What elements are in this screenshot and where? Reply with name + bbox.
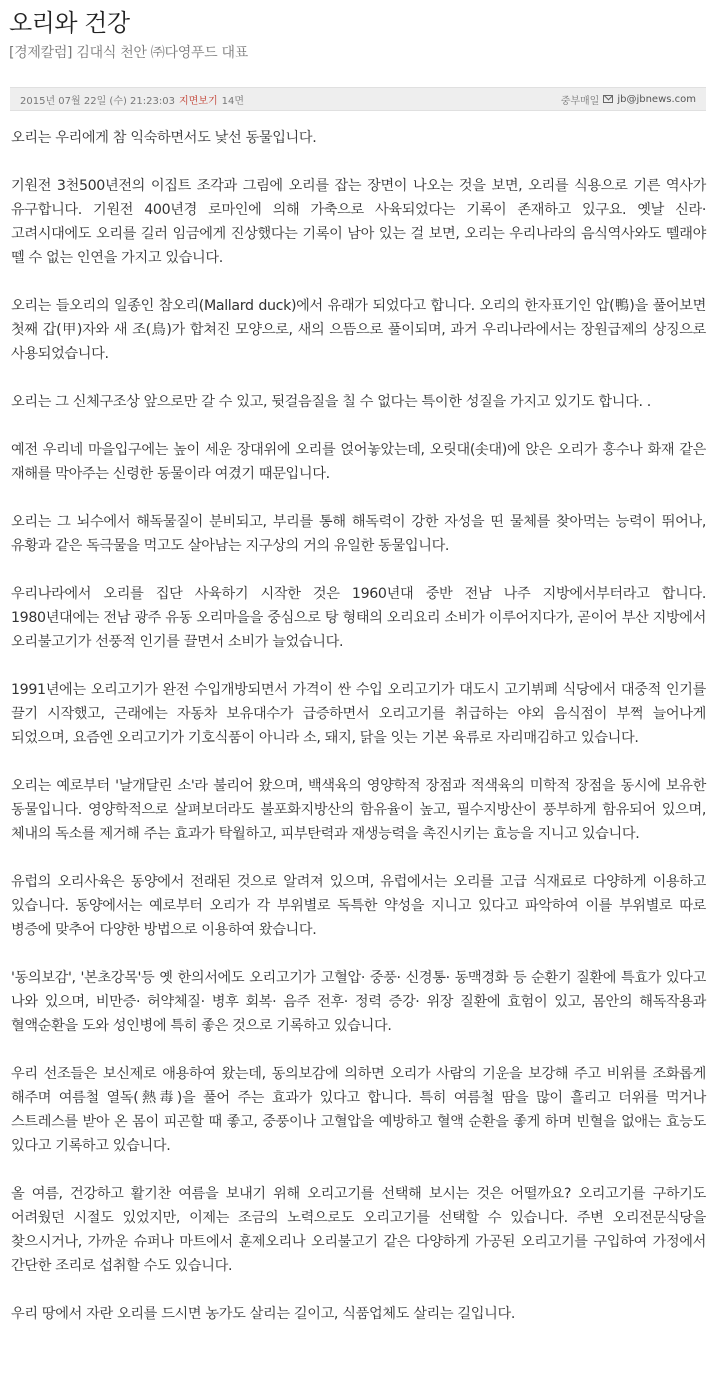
paragraph: 오리는 예로부터 '날개달린 소'라 불리어 왔으며, 백색육의 영양학적 장점과 적색육의 미학적 장점을 동시에 보유한 동물입니다. 영양학적으로 살펴보더라도 불포화지방산의 함유율이 높고, 필수지방산이 풍부하게 함유되어 있으며, 체내의 독소를 제거해 주는 효과가 탁월하고, 피부탄력과 재생능력을 촉진시키는 효능을 지니고 있습니다. (11, 778, 706, 842)
paragraph: 유럽의 오리사육은 동양에서 전래된 것으로 알려져 있으며, 유럽에서는 오리를 고급 식재료로 다양하게 이용하고 있습니다. 동양에서는 예로부터 오리가 각 부위별로 독특한 약성을 지니고 있다고 파악하여 이를 부위별로 따로 병증에 맞추어 다양한 방법으로 이용하여 왔습니다. (11, 874, 706, 938)
publish-datetime: 2015년 07월 22일 (수) 21:23:03 (20, 95, 175, 107)
paragraph: 기원전 3천500년전의 이집트 조각과 그림에 오리를 잡는 장면이 나오는 것을 보면, 오리를 식용으로 기른 역사가 유구합니다. 기원전 400년경 로마인에 의해 가축으로 사육되었다는 기록이 존재하고 있구요. 옛날 신라·고려시대에도 오리를 길러 임금에게 진상했다는 기록이 남아 있는 걸 보면, 오리는 우리나라의 음식역사와도 뗄래야 뗄 수 없는 인연을 가지고 있습니다. (11, 178, 706, 266)
paragraph: 오리는 그 뇌수에서 해독물질이 분비되고, 부리를 통해 해독력이 강한 자성을 띤 물체를 찾아먹는 능력이 뛰어나, 유황과 같은 독극물을 먹고도 살아남는 지구상의 거의 유일한 동물입니다. (11, 514, 706, 554)
email-link[interactable]: jb@jbnews.com (617, 93, 696, 105)
page-number: 14면 (221, 95, 244, 107)
paragraph: 오리는 우리에게 참 익숙하면서도 낯선 동물입니다. (11, 130, 317, 146)
paragraph: 우리 땅에서 자란 오리를 드시면 농가도 살리는 길이고, 식품업체도 살리는 길입니다. (11, 1306, 515, 1322)
paragraph: 우리나라에서 오리를 집단 사육하기 시작한 것은 1960년대 중반 전남 나주 지방에서부터라고 합니다. 1980년대에는 전남 광주 유동 오리마을을 중심으로 탕 형태의 오리요리 소비가 이루어지다가, 곧이어 부산 지방에서 오리불고기가 선풍적 인기를 끌면서 소비가 늘었습니다. (11, 586, 706, 650)
mail-icon[interactable] (603, 95, 613, 103)
article-title: 오리와 건강 (9, 9, 130, 37)
article-meta-left (20, 92, 244, 107)
paragraph: 오리는 그 신체구조상 앞으로만 갈 수 있고, 뒷걸음질을 칠 수 없다는 특이한 성질을 가지고 있기도 합니다. . (11, 394, 651, 410)
paragraph: 오리는 들오리의 일종인 참오리(Mallard duck)에서 유래가 되었다고 합니다. 오리의 한자표기인 압(鴨)을 풀어보면 첫째 갑(甲)자와 새 조(鳥)가 합쳐진 모양으로, 새의 으뜸으로 풀이되며, 과거 우리나라에서는 장원급제의 상징으로 사용되었습니다. (11, 298, 706, 362)
article-meta-right (561, 92, 696, 107)
article-subtitle: [경제칼럼] 김대식 천안 ㈜다영푸드 대표 (9, 45, 248, 61)
article-body (11, 126, 706, 1350)
article-meta-bar (10, 87, 706, 111)
paragraph: 우리 선조들은 보신제로 애용하여 왔는데, 동의보감에 의하면 오리가 사람의 기운을 보강해 주고 비위를 조화롭게 해주며 여름철 열독(熱毒)을 풀어 주는 효과가 있다고 합니다. 특히 여름철 땀을 많이 흘리고 더위를 먹거나 스트레스를 받아 온 몸이 피곤할 때 좋고, 중풍이나 고혈압을 예방하고 혈액 순환을 좋게 하며 빈혈을 없애는 효능도 있다고 기록하고 있습니다. (11, 1066, 706, 1154)
publisher-name: 중부매일 (560, 95, 600, 107)
print-view-link[interactable]: 지면보기 (178, 95, 218, 107)
paragraph: 1991년에는 오리고기가 완전 수입개방되면서 가격이 싼 수입 오리고기가 대도시 고기뷔페 식당에서 대중적 인기를 끌기 시작했고, 근래에는 자동차 보유대수가 급증하면서 오리고기를 취급하는 야외 음식점이 부쩍 늘어나게 되었으며, 요즘엔 오리고기가 기호식품이 아니라 소, 돼지, 닭을 잇는 기본 육류로 자리매김하고 있습니다. (11, 682, 706, 746)
paragraph: 올 여름, 건강하고 활기찬 여름을 보내기 위해 오리고기를 선택해 보시는 것은 어떨까요? 오리고기를 구하기도 어려웠던 시절도 있었지만, 이제는 조금의 노력으로도 오리고기를 선택할 수 있습니다. 주변 오리전문식당을 찾으시거나, 가까운 슈퍼나 마트에서 훈제오리나 오리불고기 같은 다양하게 가공된 오리고기를 구입하여 가정에서 간단한 조리로 섭취할 수도 있습니다. (11, 1186, 706, 1274)
paragraph: 예전 우리네 마을입구에는 높이 세운 장대위에 오리를 얹어놓았는데, 오릿대(솟대)에 앉은 오리가 홍수나 화재 같은 재해를 막아주는 신령한 동물이라 여겼기 때문입니다. (11, 442, 706, 482)
paragraph: '동의보감', '본초강목'등 옛 한의서에도 오리고기가 고혈압· 중풍· 신경통· 동맥경화 등 순환기 질환에 특효가 있다고 나와 있으며, 비만증· 허약체질· 병후 회복· 음주 전후· 정력 증강· 위장 질환에 효험이 있고, 몸안의 해독작용과 혈액순환을 도와 성인병에 특히 좋은 것으로 기록하고 있습니다. (11, 970, 706, 1034)
